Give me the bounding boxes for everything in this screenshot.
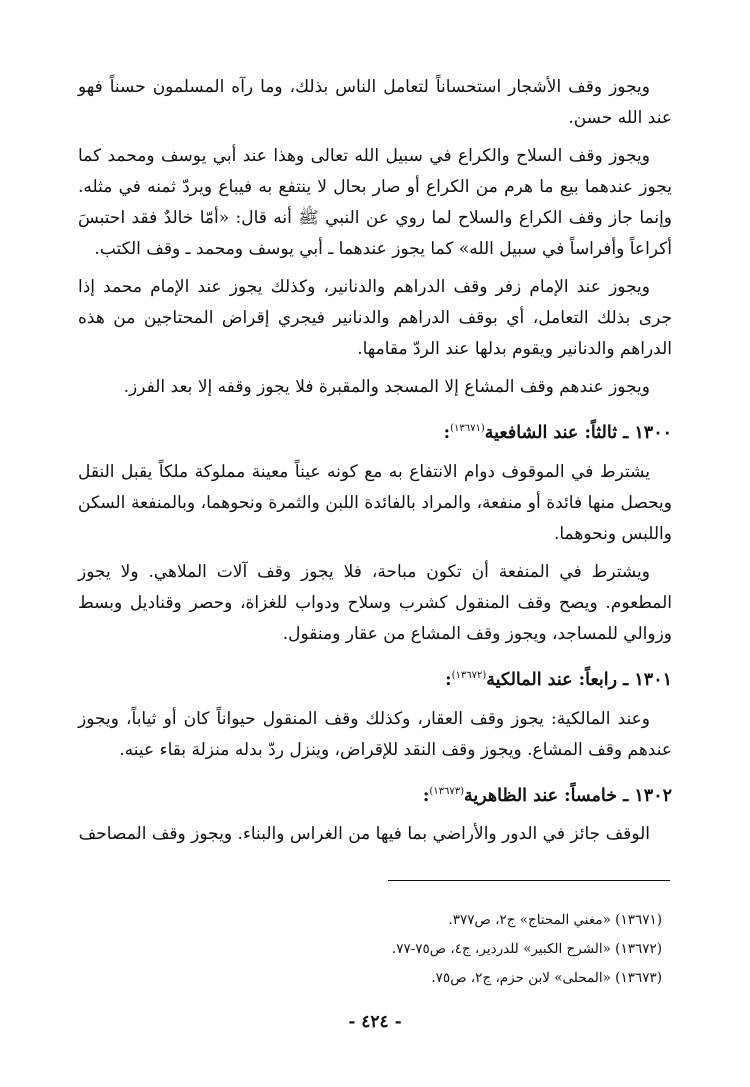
paragraph: الوقف جائز في الدور والأراضي بما فيها من الغراس والبناء. ويجوز وقف المصاحف — [78, 824, 650, 845]
paragraph: يشترط في الموقوف دوام الانتفاع به مع كونه عيناً معينة مملوكة ملكاً يقبل النقل ويحصل منها فائدة أو منفعة، والمراد بالفائدة اللبن والثمرة ونحوهما، وبالمنفعة السكن واللبس ونحوهما. — [78, 461, 672, 544]
paragraph: ويجوز وقف السلاح والكراع في سبيل الله تعالى وهذا عند أبي يوسف ومحمد كما يجوز عندهما بيع ما هرم من الكراع أو صار بحال لا ينتفع به فيباع ويردّ ثمنه في مثله. وإنما جاز وقف الكراع والسلاح لما روي عن النبي ﷺ أنه قال: «أمّا خالدٌ فقد احتبسَ أكراعاً وأفراساً في سبيل الله» كما يجوز عندهما ـ أبي يوسف ومحمد ـ وقف الكتب. — [78, 146, 673, 259]
footnote-ref: (١٣٦٧٣) — [429, 785, 465, 797]
footnote-ref: (١٣٦٧١) — [450, 423, 485, 434]
heading-colon: : — [422, 785, 430, 806]
footnote-ref: (١٣٦٧٢) — [451, 669, 487, 681]
page-number: - ٤٢٤ - — [348, 1012, 402, 1032]
section-number: ١٣٠٠ ـ ثالثاً: — [584, 422, 672, 443]
footnote: (١٣٦٧١) «مغني المحتاج» ج٢، ص٣٧٧. — [448, 912, 662, 928]
section-number: ١٣٠٢ ـ خامساً: — [564, 785, 672, 806]
paragraph: ويجوز عندهم وقف المشاع إلا المسجد والمقبرة فلا يجوز وقفه إلا بعد الفرز. — [123, 377, 650, 397]
section-heading-1300 — [78, 413, 672, 449]
paragraph: ويشترط في المنفعة أن تكون مباحة، فلا يجوز وقف آلات الملاهي. ولا يجوز المطعوم. ويصح وقف المنقول كشرب وسلاح ودواب للغزاة، وحصر وقناديل وبسط وزوالي للمساجد، ويجوز وقف المشاع من عقار ومنقول. — [78, 561, 672, 644]
section-number: ١٣٠١ ـ رابعاً: — [578, 669, 672, 690]
footnote-divider — [388, 880, 670, 881]
section-heading-1301 — [78, 660, 672, 696]
main-text — [78, 72, 672, 857]
footnote: (١٣٦٧٣) «المحلى» لابن حزم، ج٢، ص٧٥. — [431, 970, 662, 986]
section-heading-1302 — [78, 776, 672, 812]
section-title: عند الظاهرية — [464, 785, 559, 806]
footnote: (١٣٦٧٢) «الشرح الكبير» للدردير، ج٤، ص٧٥-٧٧. — [391, 941, 662, 957]
paragraph: وعند المالكية: يجوز وقف العقار، وكذلك وقف المنقول حيواناً كان أو ثياباً، ويجوز عندهم وقف المشاع. ويجوز وقف النقد للإقراض، وينزل ردّ بدله منزلة بقاء عينه. — [78, 708, 672, 760]
footnotes — [78, 906, 670, 993]
paragraph: ويجوز وقف الأشجار استحساناً لتعامل الناس بذلك، وما رآه المسلمون حسناً فهو عند الله حسن. — [78, 77, 672, 128]
section-title: عند المالكية — [486, 669, 573, 690]
heading-colon: : — [443, 422, 451, 443]
section-title: عند الشافعية — [484, 422, 579, 443]
heading-colon: : — [445, 669, 452, 690]
paragraph: ويجوز عند الإمام زفر وقف الدراهم والدنانير، وكذلك يجوز عند الإمام محمد إذا جرى بذلك التعامل، أي بوقف الدراهم والدنانير فيجري إقراض المحتاجين من هذه الدراهم والدنانير ويقوم بدلها عند الردّ مقامها. — [78, 277, 672, 359]
